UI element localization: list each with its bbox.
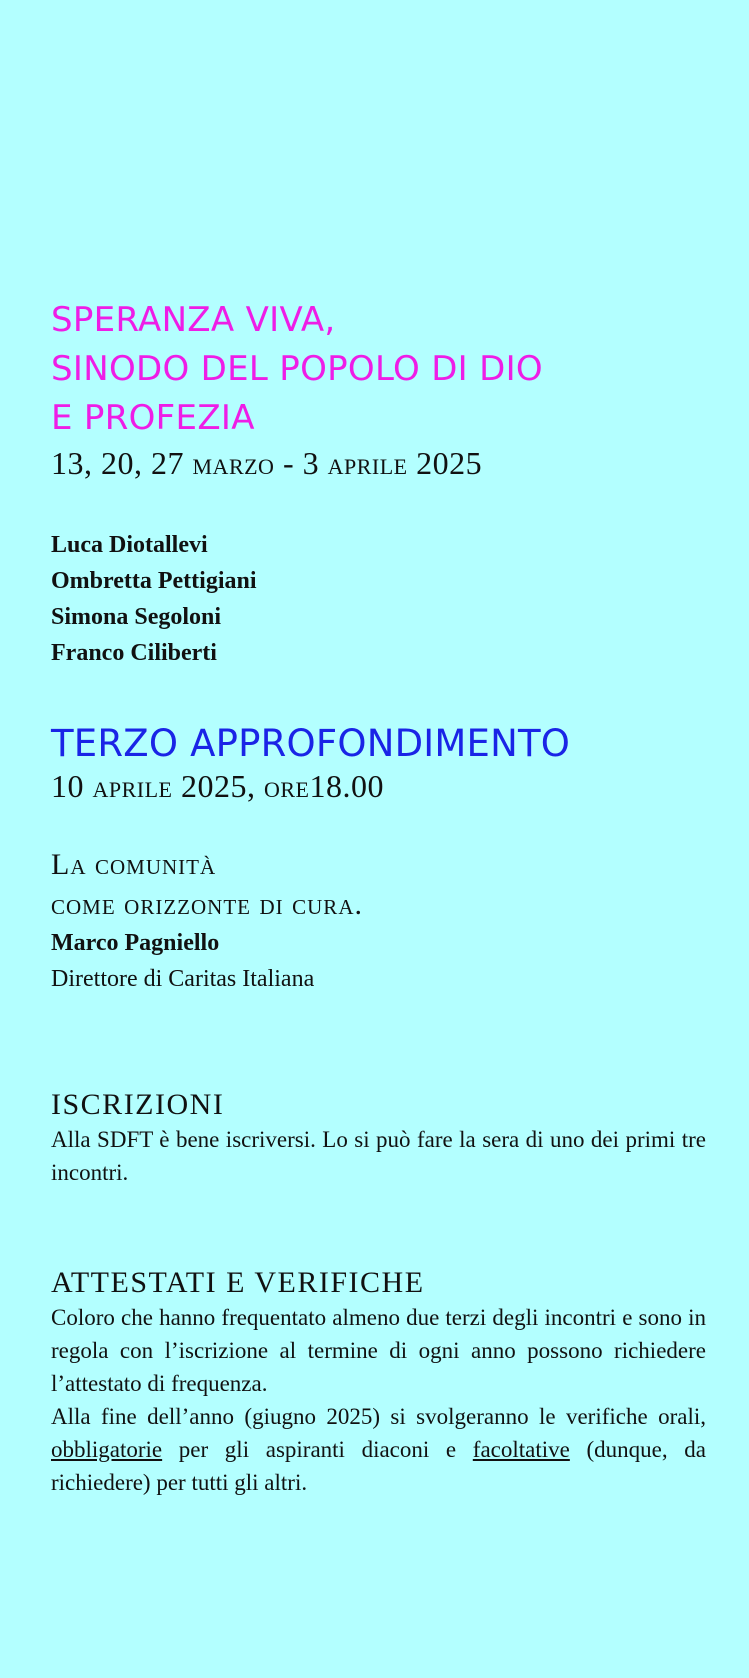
approfondimento-title: TERZO APPROFONDIMENTO [51,722,571,765]
speaker-name: Luca Diotallevi [51,532,208,558]
speaker-name: Simona Segoloni [51,604,222,630]
talk-speaker: Marco Pagniello [51,930,220,956]
talk-title-line-2: come orizzonte di cura. [51,888,363,921]
talk-section [51,845,706,997]
series-section [51,296,706,483]
facoltative-underlined: facoltative [472,1437,570,1462]
iscrizioni-heading: ISCRIZIONI [51,1088,225,1121]
attestati-text-2 [51,1400,706,1499]
series-speakers [51,527,706,671]
approfondimento-section [51,722,706,806]
talk-title-line-1: La comunità [51,848,217,881]
series-title-line-1: SPERANZA VIVA, [51,300,336,340]
series-title-line-2: SINODO DEL POPOLO DI DIO [51,349,543,389]
iscrizioni-text: Alla SDFT è bene iscriversi. Lo si può fare la sera di uno dei primi tre incontri. [51,1127,706,1185]
attestati-text-2-c: (dunque, da richiedere) per tutti gli altri. [51,1437,706,1495]
attestati-text-2-a: Alla fine dell’anno (giugno 2025) si svolgeranno le verifiche orali, [51,1404,706,1429]
approfondimento-date: 10 aprile 2025, ore18.00 [51,768,384,804]
attestati-heading: ATTESTATI E VERIFICHE [51,1266,425,1299]
series-dates: 13, 20, 27 marzo - 3 aprile 2025 [51,445,483,481]
attestati-text-1: Coloro che hanno frequentato almeno due terzi degli incontri e sono in regola con l’iscrizione al termine di ogni anno possono richiedere l’attestato di frequenza. [51,1305,706,1396]
iscrizioni-section [51,1087,706,1189]
obbligatorie-underlined: obbligatorie [51,1437,163,1462]
attestati-text-2-b: per gli aspiranti diaconi e [162,1437,473,1462]
speaker-name: Ombretta Pettigiani [51,568,257,594]
speaker-name: Franco Ciliberti [51,640,217,666]
series-title-line-3: E PROFEZIA [51,398,255,438]
talk-speaker-role: Direttore di Caritas Italiana [51,966,315,992]
attestati-section [51,1265,706,1499]
